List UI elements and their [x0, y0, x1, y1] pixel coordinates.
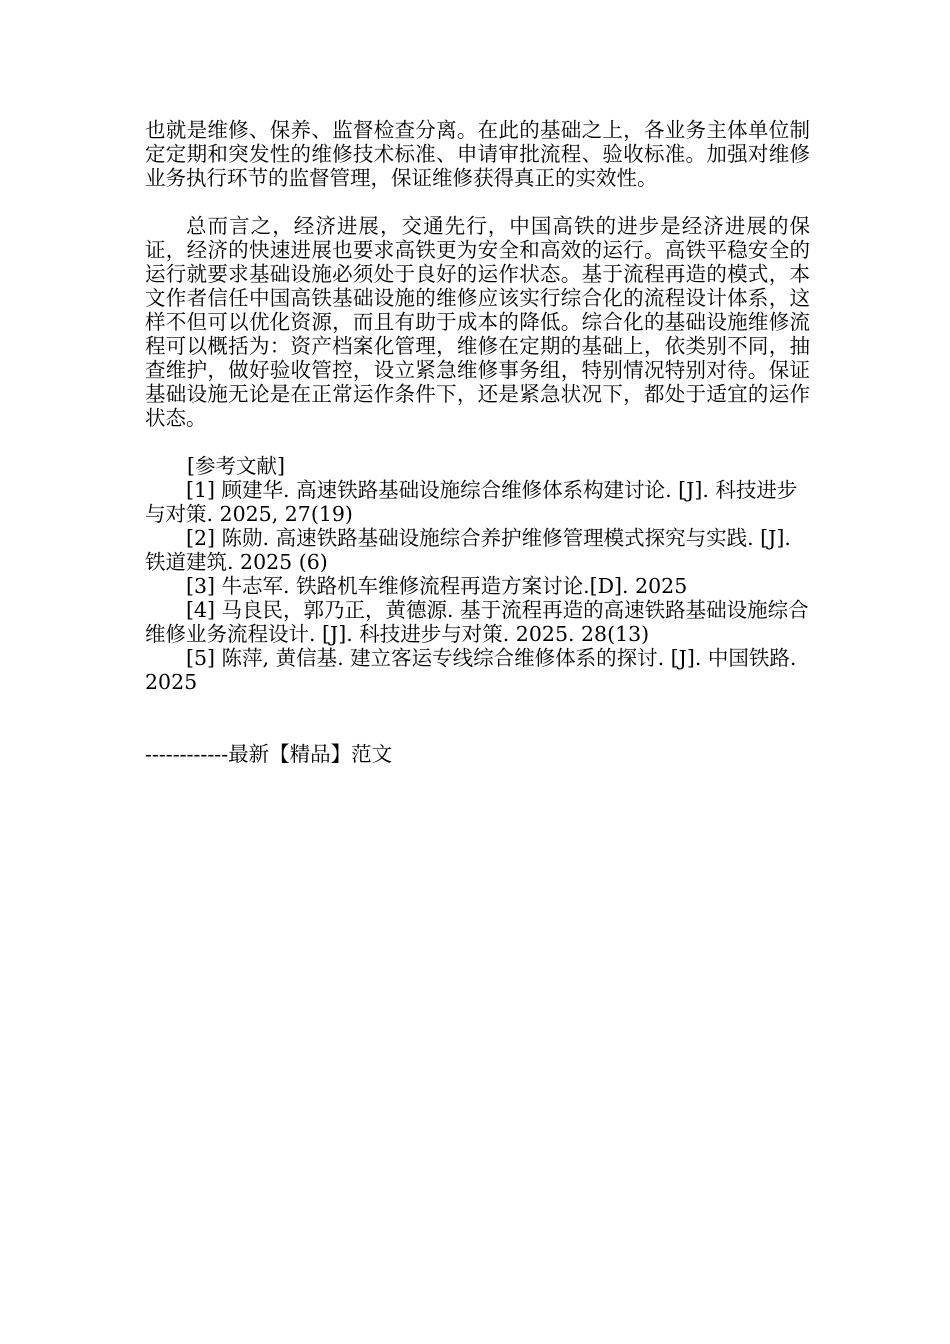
reference-item-2: [2] 陈勋. 高速铁路基础设施综合养护维修管理模式探究与实践. [J]. 铁道建筑. 2025 (6) — [145, 526, 791, 574]
reference-item-4: [4] 马良民，郭乃正，黄德源. 基于流程再造的高速铁路基础设施综合维修业务流程设计. [J]. 科技进步与对策. 2025. 28(13) — [145, 598, 809, 646]
document-footer: ------------最新【精品】范文 — [145, 742, 393, 766]
paragraph-spacer — [145, 430, 810, 454]
body-paragraph-1: 也就是维修、保养、监督检查分离。在此的基础之上，各业务主体单位制定定期和突发性的维修技术标准、申请审批流程、验收标准。加强对维修业务执行环节的监督管理，保证维修获得真正的实效性。 — [145, 118, 810, 190]
references-heading: [参考文献] — [187, 454, 285, 478]
reference-item-3: [3] 牛志军. 铁路机车维修流程再造方案讨论.[D]. 2025 — [186, 574, 688, 598]
paragraph-spacer — [145, 190, 810, 214]
footer-spacer — [145, 694, 810, 742]
reference-item-1: [1] 顾建华. 高速铁路基础设施综合维修体系构建讨论. [J]. 科技进步与对策. 2025, 27(19) — [145, 478, 798, 526]
references-list — [145, 478, 810, 694]
document-body — [145, 118, 810, 766]
reference-item-5: [5] 陈萍, 黄信基. 建立客运专线综合维修体系的探讨. [J]. 中国铁路. 2025 — [145, 646, 797, 694]
body-paragraph-2: 总而言之，经济进展，交通先行，中国高铁的进步是经济进展的保证，经济的快速进展也要求高铁更为安全和高效的运行。高铁平稳安全的运行就要求基础设施必须处于良好的运作状态。基于流程再造的模式，本文作者信任中国高铁基础设施的维修应该实行综合化的流程设计体系，这样不但可以优化资源，而且有助于成本的降低。综合化的基础设施维修流程可以概括为：资产档案化管理，维修在定期的基础上，依类别不同，抽查维护，做好验收管控，设立紧急维修事务组，特别情况特别对待。保证基础设施无论是在正常运作条件下，还是紧急状况下，都处于适宜的运作状态。 — [145, 214, 810, 430]
